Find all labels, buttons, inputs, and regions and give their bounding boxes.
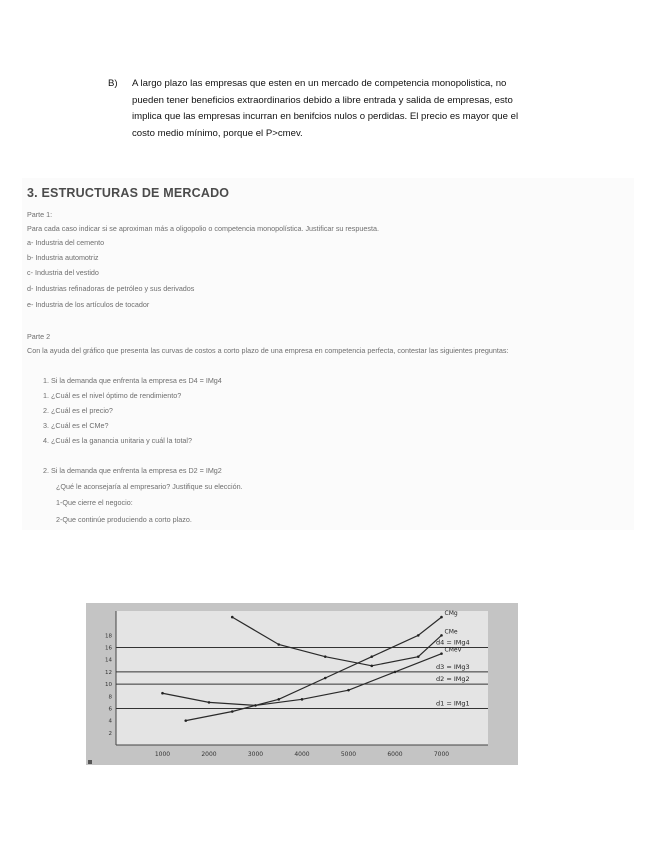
series-point [277, 643, 280, 646]
series-point [440, 652, 443, 655]
y-tick-label: 10 [105, 682, 112, 689]
y-tick-label: 6 [108, 706, 112, 713]
plot-area [116, 611, 488, 745]
question-line: 1. ¿Cuál es el nivel óptimo de rendimiento? [43, 391, 182, 400]
question-line: ¿Qué le aconsejaría al empresario? Justifique su elección. [56, 482, 243, 491]
x-tick-label: 4000 [294, 751, 310, 758]
series-point [440, 616, 443, 619]
series-point [231, 710, 234, 713]
part2-title: Parte 2 [27, 332, 51, 341]
demand-label: d3 = IMg3 [436, 662, 470, 671]
scan-mark [88, 760, 92, 764]
exercise-scan [22, 178, 634, 530]
question-line: 1-Que cierre el negocio: [56, 498, 133, 507]
part1-item: d- Industrias refinadoras de petróleo y sus derivados [27, 284, 195, 293]
series-point [208, 701, 211, 704]
question-line: 4. ¿Cuál es la ganancia unitaria y cuál la total? [43, 436, 193, 445]
part1-item: a- Industria del cemento [27, 238, 105, 247]
part1-item: b- Industria automotriz [27, 253, 99, 262]
series-point [370, 655, 373, 658]
question-line: 2-Que continúe produciendo a corto plazo. [56, 515, 192, 524]
series-label: CMeV [444, 646, 462, 654]
answer-paragraph [108, 76, 568, 142]
answer-line: A largo plazo las empresas que esten en un mercado de competencia monopolistica, no [132, 78, 507, 89]
series-point [231, 616, 234, 619]
x-tick-label: 7000 [433, 751, 450, 758]
part1-item: e- Industria de los artículos de tocador [27, 300, 150, 309]
series-point [301, 698, 304, 701]
y-tick-label: 18 [105, 633, 112, 640]
series-point [440, 634, 443, 637]
series-point [324, 677, 327, 680]
exercise-heading: 3. ESTRUCTURAS DE MERCADO [27, 186, 230, 200]
question-line: 2. Si la demanda que enfrenta la empresa es D2 = IMg2 [43, 466, 222, 475]
series-point [184, 719, 187, 722]
y-tick-label: 14 [105, 657, 112, 664]
part2-intro: Con la ayuda del gráfico que presenta las curvas de costos a corto plazo de una empresa en competencia perfecta, contestar las siguientes preguntas: [27, 346, 509, 355]
y-tick-label: 2 [108, 730, 112, 737]
demand-label: d4 = IMg4 [436, 638, 470, 647]
series-label: CMg [444, 610, 458, 618]
series-point [161, 692, 164, 695]
question-line: 2. ¿Cuál es el precio? [43, 406, 113, 415]
series-point [347, 689, 350, 692]
series-point [277, 698, 280, 701]
x-tick-label: 6000 [387, 751, 403, 758]
demand-label: d1 = IMg1 [436, 699, 470, 708]
series-label: CMe [444, 628, 458, 636]
part1-intro: Para cada caso indicar si se aproximan más a oligopolio o competencia monopolística. Justificar su respuesta. [27, 224, 379, 233]
series-point [417, 655, 420, 658]
answer-line: implica que las empresas incurran en benifcios nulos o perdidas. El precio es mayor que el [132, 111, 519, 122]
y-tick-label: 4 [108, 718, 112, 725]
answer-line: costo medio mínimo, porque el P>cmev. [132, 127, 303, 139]
x-tick-label: 1000 [154, 751, 171, 758]
series-point [324, 655, 327, 658]
answer-label: B) [108, 78, 118, 89]
demand-label: d2 = IMg2 [436, 675, 470, 684]
series-point [394, 671, 397, 674]
y-tick-label: 12 [105, 669, 112, 676]
answer-line: pueden tener beneficios extraordinarios debido a libre entrada y salida de empresas, esto [132, 94, 513, 106]
cost-curves-svg [86, 603, 518, 765]
series-point [370, 665, 373, 668]
x-tick-label: 5000 [340, 751, 357, 758]
x-tick-label: 2000 [201, 751, 217, 758]
y-tick-label: 8 [108, 694, 112, 701]
part1-title: Parte 1: [27, 210, 53, 219]
y-tick-label: 16 [105, 645, 112, 652]
question-line: 3. ¿Cuál es el CMe? [43, 421, 109, 430]
x-tick-label: 3000 [247, 751, 264, 758]
series-point [417, 634, 420, 637]
cost-curves-chart [86, 603, 518, 765]
question-line: 1. Si la demanda que enfrenta la empresa es D4 = IMg4 [43, 376, 222, 385]
series-point [254, 704, 257, 707]
part1-item: c- Industria del vestido [27, 268, 99, 277]
